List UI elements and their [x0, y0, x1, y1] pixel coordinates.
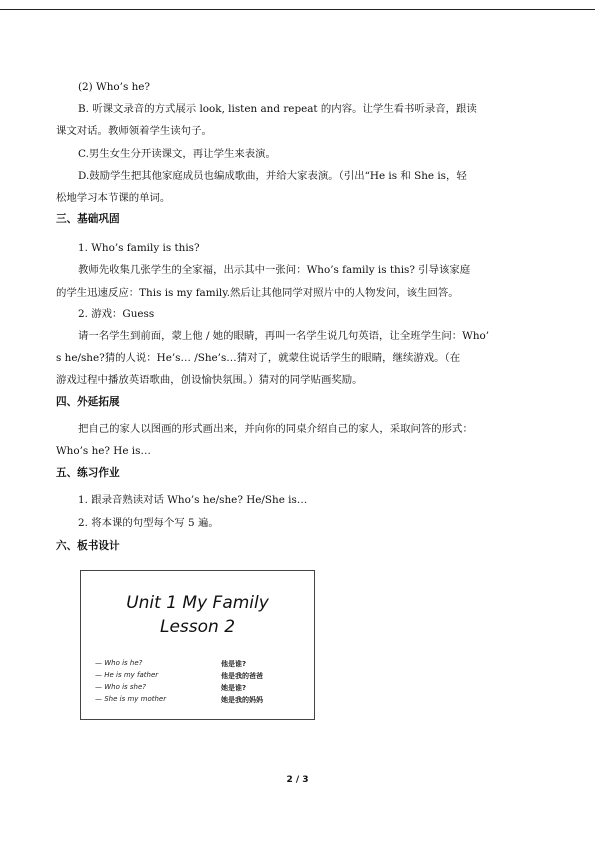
s3-text5: 游戏过程中播放英语歌曲，创设愉快氛围。）猜对的同学贴画奖励。 [56, 374, 363, 386]
board-right-line: 他是我的爸爸 [221, 672, 263, 680]
step-d-line2: 松地学习本节课的单词。 [56, 192, 171, 204]
s5-item1: 1. 跟录音熟读对话 Who’s he/she? He/She is… [78, 494, 308, 506]
board-right-line: 他是谁? [221, 660, 247, 668]
page-number: 2 / 3 [286, 775, 309, 785]
board-left-line: — Who is she? [95, 683, 147, 691]
board-right-line: 她是谁? [221, 684, 247, 692]
step-c: C.男生女生分开读课文，再让学生来表演。 [78, 148, 276, 160]
section-heading-5: 五、练习作业 [56, 467, 120, 479]
s4-text1: 把自己的家人以图画的形式画出来，并向你的同桌介绍自己的家人，采取问答的形式： [78, 423, 473, 435]
blackboard-design-image [80, 570, 315, 720]
step-b-line1: B. 听课文录音的方式展示 look, listen and repeat 的内容。让学生看书听录音，跟读 [78, 103, 477, 115]
board-subtitle: Lesson 2 [159, 617, 236, 637]
header-rule [0, 9, 595, 10]
section-heading-3: 三、基础巩固 [56, 213, 120, 225]
s3-item2: 2. 游戏：Guess [78, 308, 155, 320]
s3-item1: 1. Who’s family is this? [78, 242, 200, 254]
section-heading-4: 四、外延拓展 [56, 396, 120, 408]
s3-text2: 的学生迅速反应：This is my family.然后让其他同学对照片中的人物发问，该生回答。 [56, 287, 459, 299]
s3-text3: 请一名学生到前面，蒙上他 / 她的眼睛，再叫一名学生说几句英语，让全班学生问：Who’ [78, 330, 490, 342]
step-d-line1: D.鼓励学生把其他家庭成员也编成歌曲，并给大家表演。（引出“He is 和 She is，轻 [78, 170, 467, 182]
board-left-line: — He is my father [95, 671, 159, 679]
sub-step-2: (2) Who’s he? [78, 81, 150, 93]
s3-text4: s he/she?猜的人说：He’s… /She’s…猜对了，就蒙住说话学生的眼睛，继续游戏。（在 [56, 352, 461, 364]
board-left-line: — She is my mother [95, 695, 167, 703]
section-heading-6: 六、板书设计 [56, 540, 120, 552]
board-left-line: — Who is he? [95, 659, 143, 667]
s5-item2: 2. 将本课的句型每个写 5 遍。 [78, 517, 219, 529]
step-b-line2: 课文对话。教师领着学生读句子。 [56, 125, 212, 137]
board-title: Unit 1 My Family [126, 593, 269, 613]
board-right-line: 她是我的妈妈 [221, 696, 263, 704]
s4-text2: Who’s he? He is… [56, 445, 151, 457]
s3-text1: 教师先收集几张学生的全家福，出示其中一张问：Who’s family is this? 引导该家庭 [78, 264, 471, 276]
